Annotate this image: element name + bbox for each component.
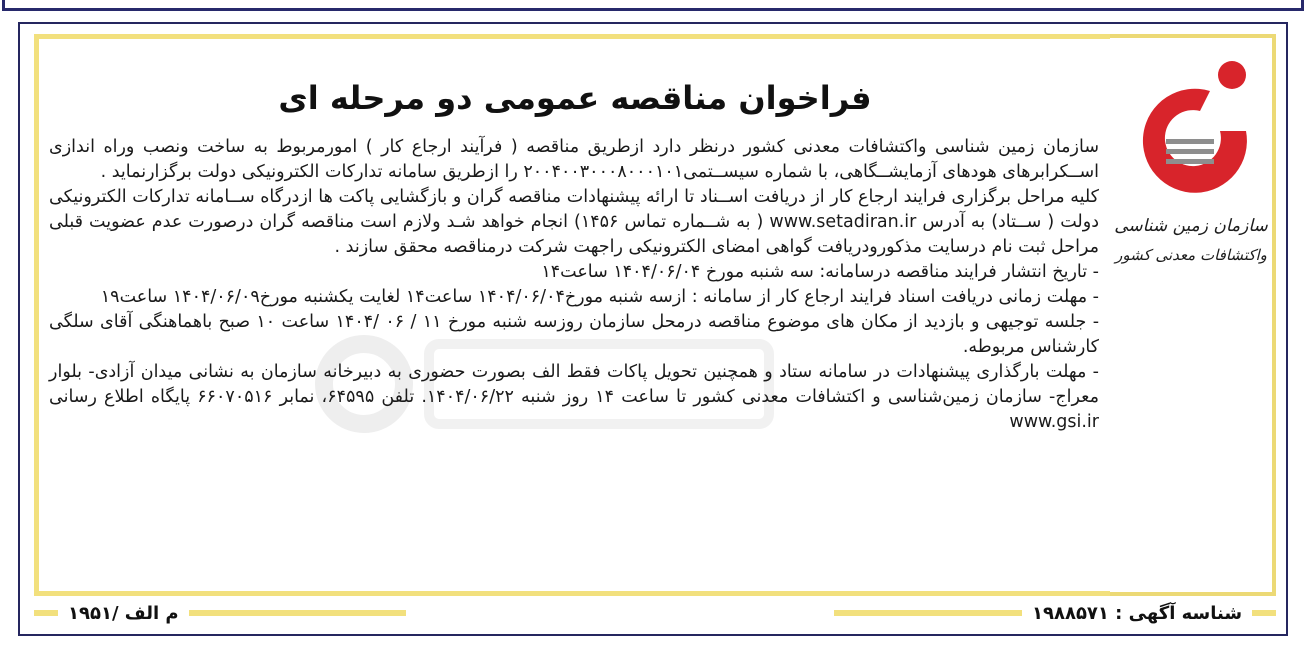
ad-title: فراخوان مناقصه عمومی دو مرحله ای [278,79,872,117]
paragraph-publish-date: - تاریخ انتشار فرایند مناقصه درسامانه: سه شنبه مورخ ۱۴۰۴/۰۶/۰۴ ساعت۱۴ [541,262,1099,282]
top-frame [2,0,1304,11]
footer-bar [34,600,1276,628]
org-name-line1: سازمان زمین شناسی [1114,216,1268,236]
advertisement-card [18,22,1288,636]
logo-panel [1110,34,1276,596]
gsi-logo-icon [1128,53,1256,193]
ad-content-box [34,34,1116,596]
paragraph-document-deadline: - مهلت زمانی دریافت اسناد فرایند ارجاع کار از سامانه : ازسه شنبه مورخ۱۴۰۴/۰۶/۰۴ ساعت۱۴ لغایت یکشنبه مورخ۱۴۰۴/۰۶/۰۹ ساعت۱۹ [100,287,1099,307]
org-name-line2: واکتشافات معدنی کشور [1115,246,1267,264]
paragraph-submission-deadline: - مهلت بارگذاری پیشنهادات در سامانه ستاد و همچنین تحویل پاکات فقط الف بصورت حضوری به دبیرخانه سازمان به نشانی میدان آزادی- بلوار معراج- سازمان زمین‌شناسی و اکتشافات معدنی کشور تا ساعت ۱۴ روز شنبه ۱۴۰۴/۰۶/۲۲. تلفن ۶۴۵۹۵، نمابر ۶۶۰۷۰۵۱۶ پایگاه اطلاع رسانی www.gsi.ir [49,362,1099,432]
paragraph-process: کلیه مراحل برگزاری فرایند ارجاع کار از دریافت اســناد تا ارائه پیشنهادات مناقصه گران و بازگشایی پاکت ها ازدرگاه ســامانه تدارکات الکترونیکی دولت ( ســتاد) به آدرس www.setadiran.ir ( به شــماره تماس ۱۴۵۶) انجام خواهد شـد ولازم است مناقصه گران درصورت عدم عضویت قبلی مراحل ثبت نام درسایت مذکورودریافت گواهی امضای الکترونیکی راجهت شرکت درمناقصه محقق سازند . [49,187,1099,257]
ad-id-label: شناسه آگهی : ۱۹۸۸۵۷۱ [1022,600,1252,628]
paragraph-briefing-session: - جلسه توجیهی و بازدید از مکان های موضوع مناقصه درمحل سازمان روزسه شنبه مورخ ۱۱ / ۰۶ /۱۴۰۴ ساعت ۱۰ صبح باهماهنگی آقای سلگی کارشناس مربوطه. [49,312,1100,357]
paragraph-intro: سازمان زمین شناسی واکتشافات معدنی کشور درنظر دارد ازطریق مناقصه ( فرآیند ارجاع کار ) امورمربوط به ساخت ونصب وراه اندازی اســکرابرهای هودهای آزمایشــگاهی، با شماره سیســتمی۲۰۰۴۰۰۳۰۰۰۸۰۰۰۱۰۱ را ازطریق سامانه تدارکات الکترونیکی دولت برگزارنماید . [49,137,1099,182]
ad-reference-label: م الف /۱۹۵۱ [58,600,189,628]
ad-body [49,135,1099,435]
